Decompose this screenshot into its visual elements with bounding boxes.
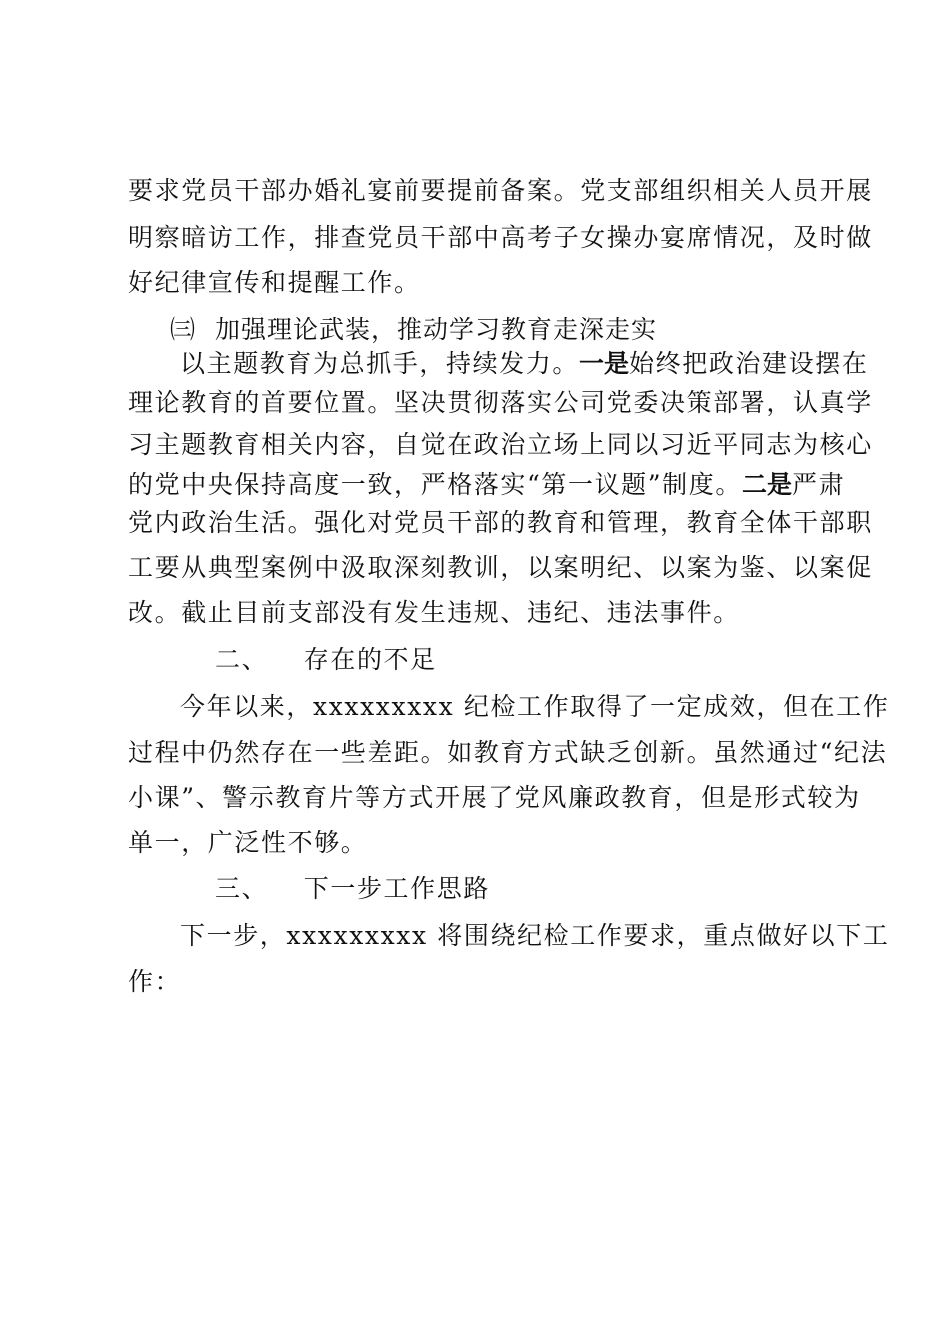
- subheading-3-text: 加强理论武装，推动学习教育走深走实: [214, 315, 657, 344]
- section-2-number: 二、: [215, 645, 269, 674]
- paragraph-3-line-4: 单一，广泛性不够。: [128, 828, 368, 857]
- paragraph-2-line-1: [180, 349, 868, 379]
- emphasis-first: 一是: [579, 349, 630, 378]
- section-3-title: 下一步工作思路: [303, 874, 490, 903]
- paragraph-1-line-2: 明察暗访工作，排查党员干部中高考子女操办宴席情况，及时做: [128, 223, 873, 252]
- paragraph-2-line-6: 工要从典型案例中汲取深刻教训，以案明纪、以案为鉴、以案促: [128, 553, 873, 582]
- paragraph-2-line-4: [128, 470, 845, 500]
- paragraph-1-line-1: 要求党员干部办婚礼宴前要提前备案。党支部组织相关人员开展: [128, 176, 873, 205]
- paragraph-2-line-7: 改。截止目前支部没有发生违规、违纪、违法事件。: [128, 598, 740, 627]
- paragraph-2-line-1-before: 以主题教育为总抓手，持续发力。: [180, 349, 580, 378]
- paragraph-3-line-3: 小课”、警示教育片等方式开展了党风廉政教育，但是形式较为: [128, 783, 861, 812]
- paragraph-2-line-4-before: 的党中央保持高度一致，严格落实“第一议题”制度。: [128, 470, 742, 499]
- subheading-3-marker: ㈢: [170, 315, 197, 344]
- paragraph-4-line-1: 下一步，xxxxxxxxx 将围绕纪检工作要求，重点做好以下工: [180, 921, 890, 950]
- section-2-title: 存在的不足: [303, 645, 437, 674]
- paragraph-2-line-3: 习主题教育相关内容，自觉在政治立场上同以习近平同志为核心: [128, 430, 873, 459]
- paragraph-2-line-5: 党内政治生活。强化对党员干部的教育和管理，教育全体干部职: [128, 508, 873, 537]
- section-2-heading: [215, 645, 437, 675]
- paragraph-2-line-4-after: 严肃: [791, 470, 846, 499]
- paragraph-1-line-3: 好纪律宣传和提醒工作。: [128, 268, 421, 297]
- emphasis-second: 二是: [741, 470, 792, 499]
- paragraph-3-line-1: 今年以来，xxxxxxxxx 纪检工作取得了一定成效，但在工作: [180, 692, 890, 721]
- paragraph-3-line-2: 过程中仍然存在一些差距。如教育方式缺乏创新。虽然通过“纪法: [128, 738, 888, 767]
- paragraph-4-line-2: 作：: [128, 967, 182, 996]
- paragraph-2-line-2: 理论教育的首要位置。坚决贯彻落实公司党委决策部署，认真学: [128, 388, 873, 417]
- section-3-number: 三、: [215, 874, 269, 903]
- subheading-3: [170, 315, 657, 345]
- section-3-heading: [215, 874, 490, 904]
- paragraph-2-line-1-after: 始终把政治建设摆在: [629, 349, 869, 378]
